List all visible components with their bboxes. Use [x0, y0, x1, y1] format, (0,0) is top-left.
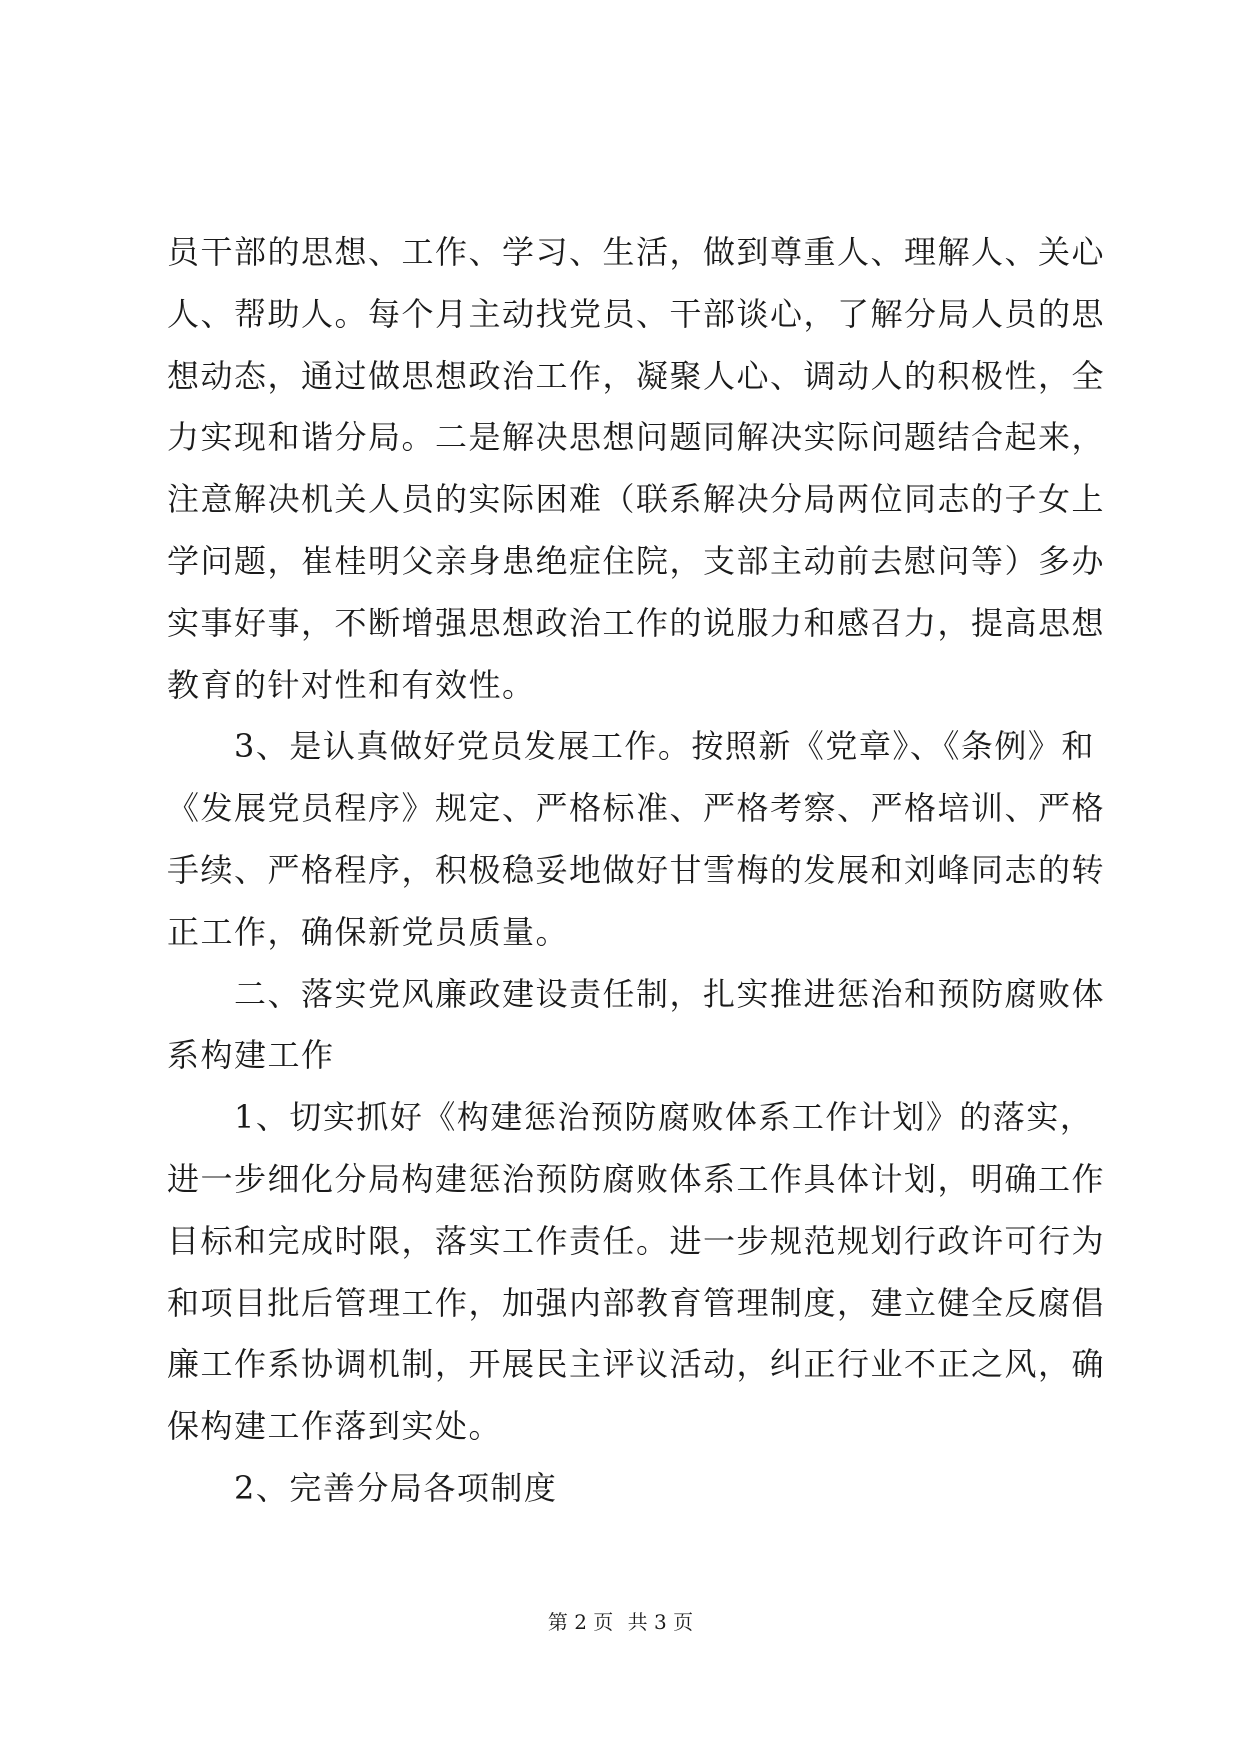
text-line: 和项目批后管理工作，加强内部教育管理制度，建立健全反腐倡: [167, 1283, 1106, 1322]
text-line: 《发展党员程序》规定、严格标准、严格考察、严格培训、严格: [167, 789, 1106, 828]
text-line: 3、是认真做好党员发展工作。按照新《党章》、《条例》和: [167, 727, 1095, 766]
text-line: 二、落实党风廉政建设责任制，扎实推进惩治和预防腐败体: [167, 974, 1106, 1013]
text-line: 想动态，通过做思想政治工作，凝聚人心、调动人的积极性，全: [167, 356, 1106, 395]
page-number: 第 2 页: [547, 1610, 614, 1634]
page-footer: [0, 1610, 1241, 1634]
text-line: 力实现和谐分局。二是解决思想问题同解决实际问题结合起来，: [167, 418, 1106, 457]
text-line: 目标和完成时限，落实工作责任。进一步规范规划行政许可行为: [167, 1221, 1106, 1260]
document-body: [167, 222, 1106, 1520]
text-line: 廉工作系协调机制，开展民主评议活动，纠正行业不正之风，确: [167, 1345, 1106, 1384]
text-line: 教育的针对性和有效性。: [167, 665, 536, 704]
text-line: 保构建工作落到实处。: [167, 1407, 503, 1446]
text-line: 注意解决机关人员的实际困难（联系解决分局两位同志的子女上: [167, 480, 1106, 519]
text-line: 人、帮助人。每个月主动找党员、干部谈心，了解分局人员的思: [167, 294, 1106, 333]
text-line: 1、切实抓好《构建惩治预防腐败体系工作计划》的落实，: [167, 1098, 1094, 1137]
text-line: 学问题，崔桂明父亲身患绝症住院，支部主动前去慰问等）多办: [167, 541, 1106, 580]
text-line: 员干部的思想、工作、学习、生活，做到尊重人、理解人、关心: [167, 233, 1106, 271]
text-line: 实事好事，不断增强思想政治工作的说服力和感召力，提高思想: [167, 603, 1106, 642]
text-line: 手续、严格程序，积极稳妥地做好甘雪梅的发展和刘峰同志的转: [167, 850, 1106, 889]
text-line: 2、完善分局各项制度: [167, 1468, 558, 1507]
page-total: 共 3 页: [627, 1610, 694, 1634]
text-line: 系构建工作: [167, 1036, 335, 1075]
text-line: 正工作，确保新党员质量。: [167, 912, 570, 951]
text-line: 进一步细化分局构建惩治预防腐败体系工作具体计划，明确工作: [167, 1159, 1106, 1198]
